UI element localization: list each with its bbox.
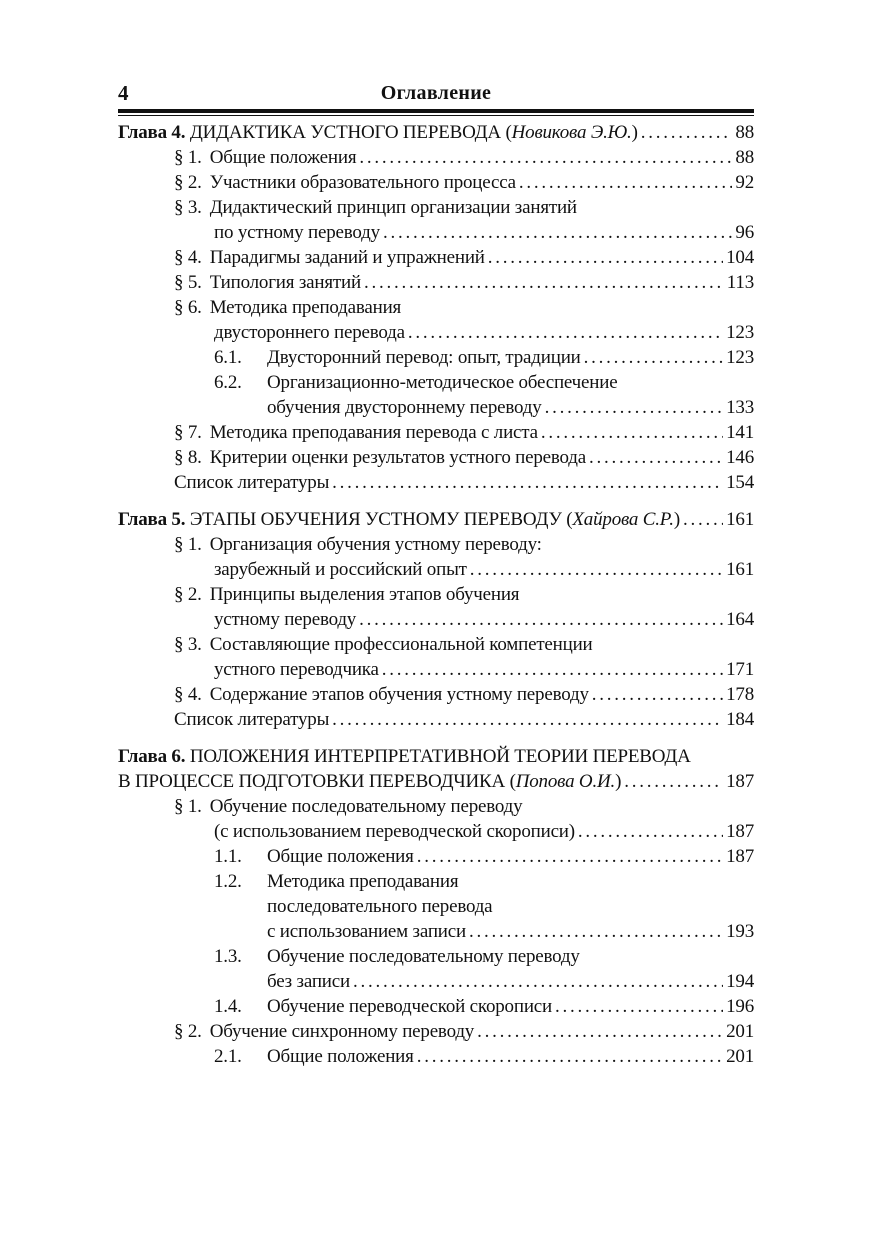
page-ref: 161: [726, 559, 754, 580]
toc-subentry: 1.2. Методика преподавания: [214, 871, 459, 892]
toc-entry: § 7. Методика преподавания перевода с листа . . . 141: [118, 420, 754, 445]
toc-entry: § 5. Типология занятий . . . 113: [118, 270, 754, 295]
page-ref: 187: [726, 771, 754, 792]
toc-entry: § 1. Общие положения . . . 88: [118, 145, 754, 170]
chapter-6-heading: [118, 744, 754, 769]
header-rule-thin: [118, 115, 754, 116]
page-title: Оглавление: [380, 82, 492, 104]
page-ref: 96: [735, 222, 754, 243]
chapter-title: ДИДАКТИКА УСТНОГО ПЕРЕВОДА (: [189, 122, 512, 143]
toc-subentry: 1.4. Обучение переводческой скорописи . . . 196: [118, 994, 754, 1019]
toc-subentry: 1.1. Общие положения . . . 187: [118, 844, 754, 869]
page-ref: 113: [726, 272, 754, 293]
toc-subentry-continued: с использованием записи . . . 193: [118, 919, 754, 944]
toc-entry-continued: устному переводу . . . 164: [118, 607, 754, 632]
toc-entry: § 2. Принципы выделения этапов обучения: [174, 584, 520, 605]
chapter-author: Новикова Э.Ю.: [511, 122, 632, 143]
page-ref: 193: [726, 921, 754, 942]
page-ref: 154: [726, 472, 754, 493]
toc-entry: § 4. Содержание этапов обучения устному переводу . . . 178: [118, 682, 754, 707]
toc-subentry: 1.3. Обучение последовательному переводу: [214, 946, 580, 967]
toc-entry: § 1. Организация обучения устному переводу:: [174, 534, 542, 555]
toc-entry-continued: по устному переводу . . . 96: [118, 220, 754, 245]
page-ref: 133: [726, 397, 754, 418]
page-header: [118, 80, 754, 106]
page-ref: 194: [726, 971, 754, 992]
page-ref: 164: [726, 609, 754, 630]
toc-entry: § 2. Участники образовательного процесса . . . 92: [118, 170, 754, 195]
page-ref: 88: [735, 122, 754, 143]
page-ref: 92: [735, 172, 754, 193]
toc-literature: Список литературы . . . 154: [118, 470, 754, 495]
page-ref: 184: [726, 709, 754, 730]
toc-page: [118, 80, 754, 1069]
page-ref: 88: [735, 147, 754, 168]
page-ref: 104: [726, 247, 754, 268]
toc-entry-continued: (с использованием переводческой скорописи) . . . 187: [118, 819, 754, 844]
toc-literature: Список литературы . . . 184: [118, 707, 754, 732]
toc-subentry-continued: без записи . . . 194: [118, 969, 754, 994]
page-ref: 187: [726, 821, 754, 842]
page-ref: 196: [726, 996, 754, 1017]
page-ref: 123: [726, 322, 754, 343]
toc-entry: § 8. Критерии оценки результатов устного перевода . . . 146: [118, 445, 754, 470]
header-rule-thick: [118, 109, 754, 113]
chapter-title: ПОЛОЖЕНИЯ ИНТЕРПРЕТАТИВНОЙ ТЕОРИИ ПЕРЕВОДА: [189, 746, 691, 767]
page-ref: 201: [726, 1046, 754, 1067]
chapter-author: Попова О.И.: [515, 771, 616, 792]
chapter-label: Глава 6.: [118, 746, 186, 767]
toc-entry: § 2. Обучение синхронному переводу . . . 201: [118, 1019, 754, 1044]
toc-entry-continued: зарубежный и российский опыт . . . 161: [118, 557, 754, 582]
page-number: 4: [118, 81, 129, 105]
chapter-title-line-2: В ПРОЦЕССЕ ПОДГОТОВКИ ПЕРЕВОДЧИКА (: [118, 771, 516, 792]
page-ref: 178: [726, 684, 754, 705]
chapter-author: Хайрова С.Р.: [572, 509, 674, 530]
toc-entry-continued: устного переводчика . . . 171: [118, 657, 754, 682]
chapter-5-heading: Глава 5. ЭТАПЫ ОБУЧЕНИЯ УСТНОМУ ПЕРЕВОДУ (Хайрова С.Р.) . . . 161: [118, 507, 754, 532]
toc-entry: § 1. Обучение последовательному переводу: [174, 796, 523, 817]
toc-entry: § 3. Дидактический принцип организации занятий: [174, 197, 577, 218]
page-ref: 123: [726, 347, 754, 368]
page-ref: 141: [726, 422, 754, 443]
toc-subentry: 2.1. Общие положения . . . 201: [118, 1044, 754, 1069]
page-ref: 146: [726, 447, 754, 468]
page-ref: 201: [726, 1021, 754, 1042]
toc-subentry-continued: последовательного перевода: [267, 896, 493, 917]
chapter-label: Глава 5.: [118, 509, 186, 530]
toc-entry-continued: двустороннего перевода . . . 123: [118, 320, 754, 345]
table-of-contents: [118, 120, 754, 1069]
chapter-title: ЭТАПЫ ОБУЧЕНИЯ УСТНОМУ ПЕРЕВОДУ (: [189, 509, 573, 530]
toc-subentry: 6.2. Организационно-методическое обеспечение: [214, 372, 618, 393]
toc-subentry-continued: обучения двустороннему переводу . . . 133: [118, 395, 754, 420]
page-ref: 161: [726, 509, 754, 530]
chapter-6-heading-continued: В ПРОЦЕССЕ ПОДГОТОВКИ ПЕРЕВОДЧИКА (Попова О.И.) . . . 187: [118, 769, 754, 794]
page-ref: 171: [726, 659, 754, 680]
chapter-4-heading: Глава 4. ДИДАКТИКА УСТНОГО ПЕРЕВОДА (Новикова Э.Ю.) . . . 88: [118, 120, 754, 145]
page-ref: 187: [726, 846, 754, 867]
toc-subentry: 6.1. Двусторонний перевод: опыт, традиции . . . 123: [118, 345, 754, 370]
toc-entry: § 6. Методика преподавания: [174, 297, 402, 318]
toc-entry: § 3. Составляющие профессиональной компетенции: [174, 634, 593, 655]
toc-entry: § 4. Парадигмы заданий и упражнений . . . 104: [118, 245, 754, 270]
chapter-label: Глава 4.: [118, 122, 186, 143]
